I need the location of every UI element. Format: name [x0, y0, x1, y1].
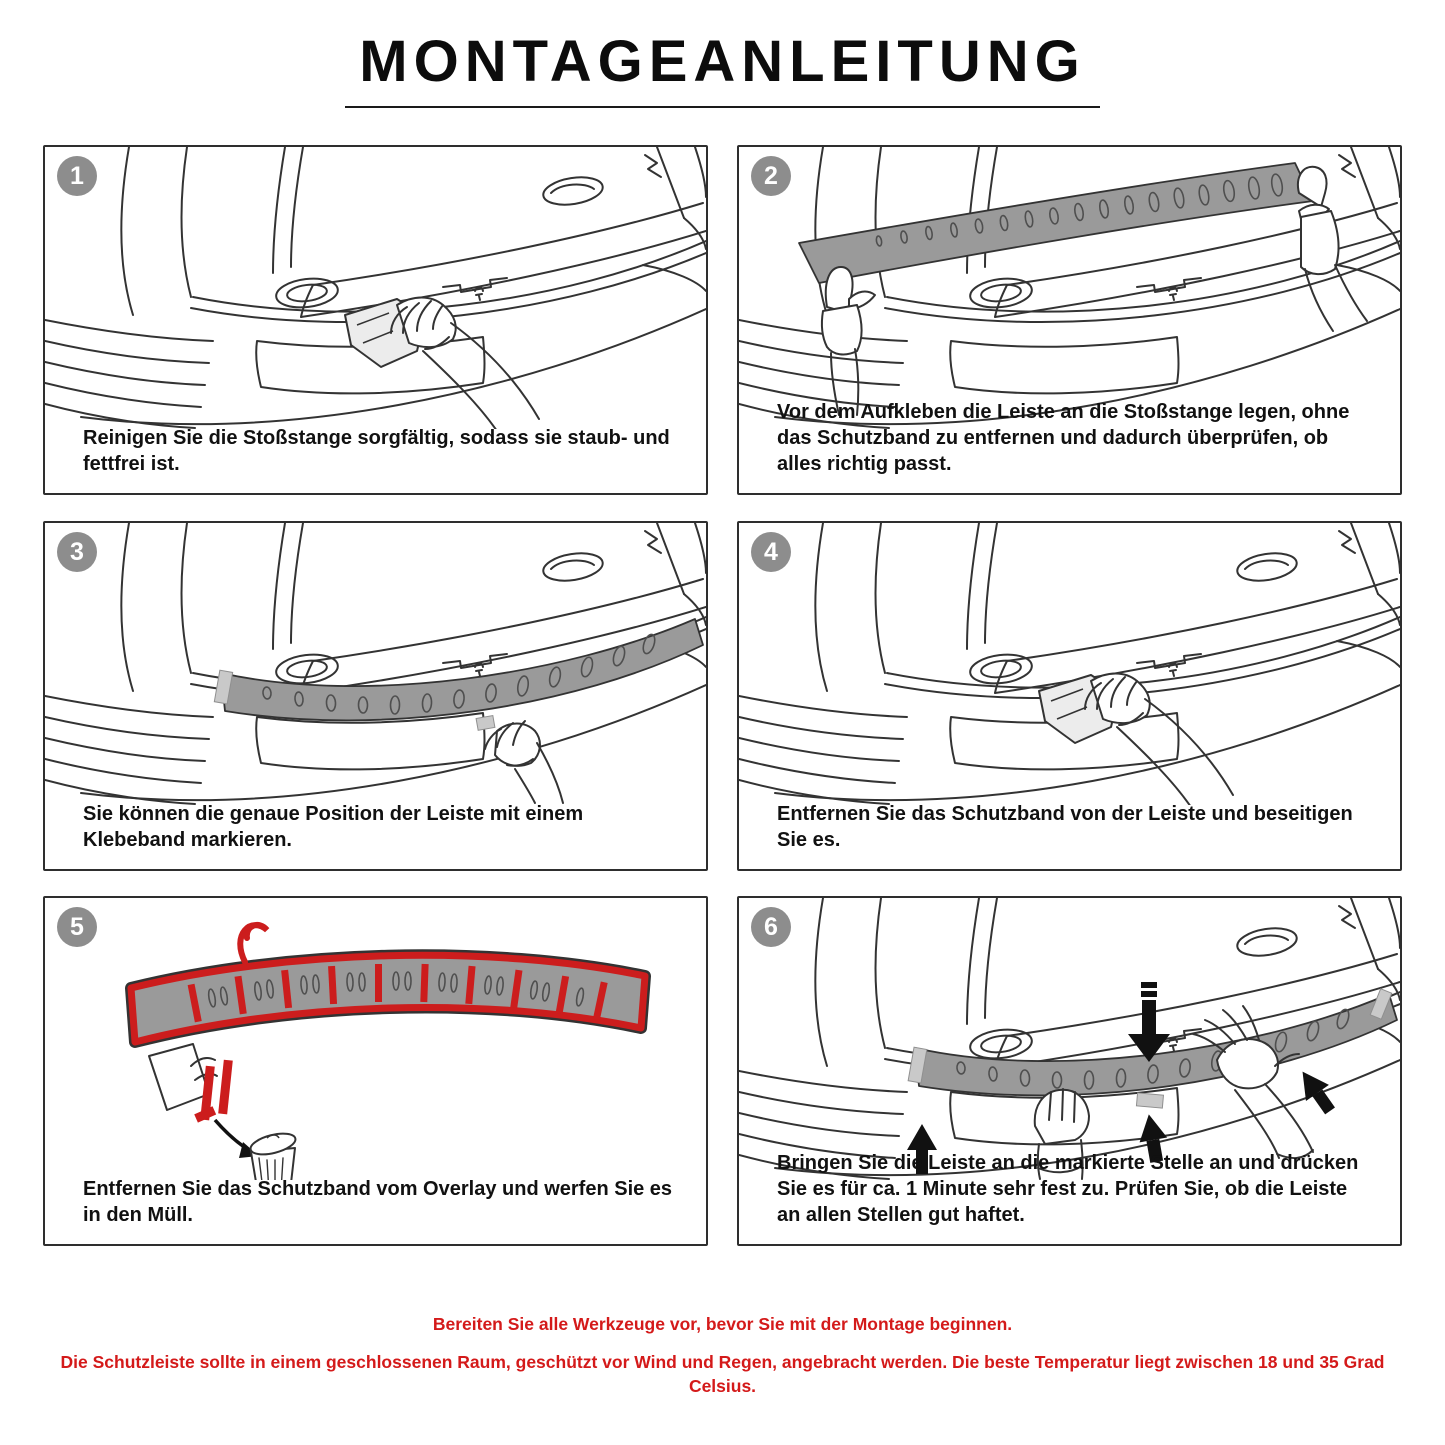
car-rear-strip-fit-illustration: [739, 147, 1400, 429]
step-caption: Entfernen Sie das Schutzband vom Overlay und werfen Sie es in den Müll.: [83, 1178, 673, 1226]
step-number-badge: 2: [751, 156, 791, 196]
step-number-badge: 3: [57, 532, 97, 572]
step-panel-6: [737, 896, 1402, 1246]
step-caption: Entfernen Sie das Schutzband von der Leiste und beseitigen Sie es.: [777, 803, 1353, 851]
header: [0, 0, 1445, 108]
car-rear-strip-press-illustration: [739, 898, 1400, 1180]
step-caption: Vor dem Aufkleben die Leiste an die Stoßstange legen, ohne das Schutzband zu entfernen und dadurch überprüfen, ob alles richtig passt.: [777, 401, 1350, 475]
grip-hand-left-icon: [822, 267, 875, 415]
red-liner-curl-icon: [240, 925, 267, 962]
protector-strip-icon: [221, 619, 703, 720]
step-number-badge: 4: [751, 532, 791, 572]
footer-note-1: Bereiten Sie alle Werkzeuge vor, bevor Sie mit der Montage beginnen.: [432, 1314, 1013, 1334]
grip-hand-right-icon: [1298, 167, 1367, 331]
footer-notes: [0, 1312, 1445, 1398]
peel-hand-icon: [149, 1044, 259, 1158]
trash-can-icon: [249, 1130, 298, 1180]
step-panel-2: [737, 145, 1402, 495]
car-rear-icon: [45, 147, 706, 428]
step-number-badge: 5: [57, 907, 97, 947]
step-number-badge: 1: [57, 156, 97, 196]
page-title: MONTAGEANLEITUNG: [345, 30, 1099, 108]
overlay-strip-icon: [131, 925, 645, 1042]
step-panel-4: [737, 521, 1402, 871]
step-caption: Bringen Sie die Leiste an die markierte Stelle an und drücken Sie es für ca. 1 Minute sehr fest zu. Prüfen Sie, ob die Leiste an allen Stellen gut haftet.: [777, 1152, 1359, 1226]
marking-hand-icon: [476, 716, 563, 803]
car-rear-wipe-illustration: [45, 147, 706, 429]
car-rear-icon: [739, 523, 1400, 804]
car-rear-tape-removal-illustration: [739, 523, 1400, 805]
step-number-badge: 6: [751, 907, 791, 947]
step-caption: Sie können die genaue Position der Leiste mit einem Klebeband markieren.: [83, 803, 584, 851]
footer-note-2: Die Schutzleiste sollte in einem geschlossenen Raum, geschützt vor Wind und Regen, angebracht werden. Die beste Temperatur liegt zwischen 18 und 35 Grad Celsius.: [60, 1352, 1385, 1396]
overlay-strip-peel-illustration: [45, 898, 706, 1180]
step-caption: Reinigen Sie die Stoßstange sorgfältig, sodass sie staub- und fettfrei ist.: [83, 427, 670, 475]
step-panel-1: [43, 145, 708, 495]
car-rear-strip-marking-illustration: [45, 523, 706, 805]
step-panel-3: [43, 521, 708, 871]
step-panel-5: [43, 896, 708, 1246]
